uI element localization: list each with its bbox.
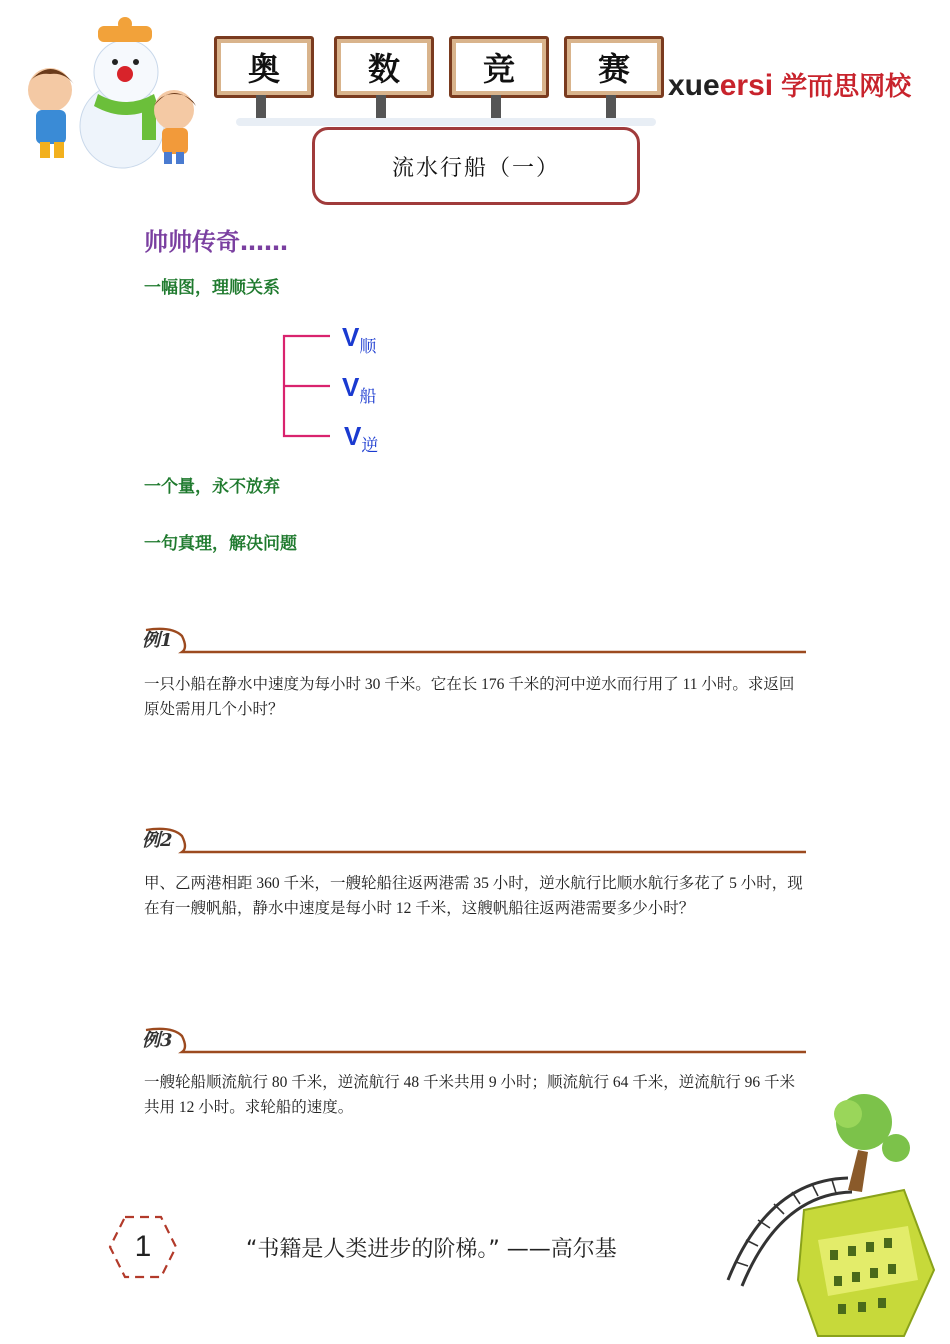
example-3-text: 一艘轮船顺流航行 80 千米，逆流航行 48 千米共用 9 小时；顺流航行 64 千米，逆流航行 96 千米共用 12 小时。求轮船的速度。 <box>144 1074 796 1116</box>
title-sign-2 <box>334 36 434 98</box>
v-boat-label <box>342 374 376 410</box>
v-boat-sub: 船 <box>359 387 377 406</box>
v-upstream-label <box>344 423 378 459</box>
example-3-rule <box>142 1022 808 1058</box>
page-number: 1 <box>134 1230 152 1263</box>
title-sign-3-text: 竞 <box>482 50 515 88</box>
v-boat-symbol: V <box>342 372 360 402</box>
brand-chinese: 学而思网校 <box>781 71 912 101</box>
topic-title-box <box>312 127 640 205</box>
example-2-text: 甲、乙两港相距 360 千米，一艘轮船往返两港需 35 小时，逆水航行比顺水航行多花了 5 小时，现在有一艘帆船，静水中速度是每小时 12 千米，这艘帆船往返两港需要多少小时？ <box>144 875 803 917</box>
v-upstream-symbol: V <box>344 421 362 451</box>
v-downstream-label <box>342 324 376 360</box>
snow-ground <box>236 118 656 126</box>
v-downstream-symbol: V <box>342 322 360 352</box>
example-1-tag: 例1 <box>142 630 173 651</box>
brand-latin-a: xue <box>668 69 720 102</box>
section-title: 帅帅传奇…… <box>144 228 288 256</box>
title-sign-3 <box>449 36 549 98</box>
v-downstream-sub: 顺 <box>359 337 377 356</box>
example-1-text: 一只小船在静水中速度为每小时 30 千米。它在长 176 千米的河中逆水而行用了 11 小时。求返回原处需用几个小时？ <box>144 676 795 718</box>
title-sign-2-text: 数 <box>367 50 400 88</box>
tree-city-illustration <box>708 1090 944 1340</box>
brand-logo <box>668 66 911 103</box>
title-sign-4 <box>564 36 664 98</box>
v-upstream-sub: 逆 <box>361 436 379 455</box>
heading-truth: 一句真理，解决问题 <box>144 534 297 554</box>
title-sign-4-text: 赛 <box>597 50 630 88</box>
example-2-tag: 例2 <box>142 830 173 851</box>
title-sign-1-text: 奥 <box>247 50 280 88</box>
footer-quote: “书籍是人类进步的阶梯。” ——高尔基 <box>246 1237 617 1262</box>
speed-relation-bracket <box>278 328 338 444</box>
page-number-badge <box>108 1214 178 1280</box>
example-1-rule <box>142 622 808 658</box>
title-sign-1 <box>214 36 314 98</box>
brand-latin-b: ersi <box>719 69 774 102</box>
heading-diagram: 一幅图，理顺关系 <box>144 278 280 298</box>
topic-title: 流水行船（一） <box>391 155 560 181</box>
example-2-rule <box>142 822 808 858</box>
heading-quantity: 一个量，永不放弃 <box>144 477 280 497</box>
example-3-tag: 例3 <box>142 1030 173 1051</box>
snowman-children-illustration <box>14 14 214 169</box>
